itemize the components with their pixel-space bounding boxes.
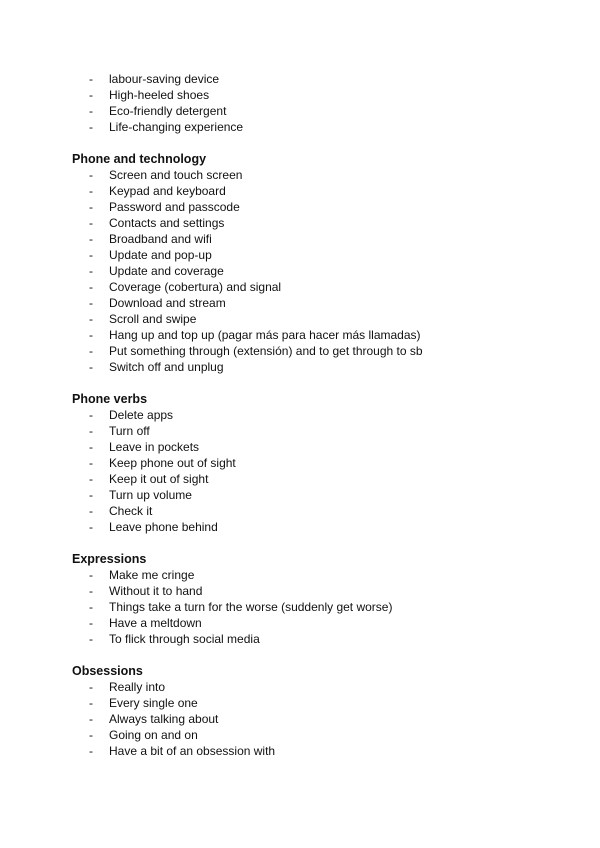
dash-bullet: - [89,744,93,758]
list-item-text: Turn off [109,424,150,438]
dash-bullet: - [89,568,93,582]
list-item [72,87,532,103]
dash-bullet: - [89,88,93,102]
list-item-text: Keep phone out of sight [109,456,236,470]
list-item [72,695,532,711]
section-heading: Phone verbs [72,392,148,406]
list-item-text: Broadband and wifi [109,232,212,246]
list-item [72,487,532,503]
dash-bullet: - [89,184,93,198]
list-item [72,103,532,119]
list-item [72,599,532,615]
expressions-section [72,551,532,647]
list-item [72,455,532,471]
list-item-text: Put something through (extensión) and to get through to sb [109,344,423,358]
expressions-list [72,567,532,647]
list-item [72,231,532,247]
list-item [72,71,532,87]
dash-bullet: - [89,600,93,614]
list-item-text: High-heeled shoes [109,88,210,102]
dash-bullet: - [89,216,93,230]
dash-bullet: - [89,72,93,86]
list-item-text: Password and passcode [109,200,240,214]
dash-bullet: - [89,472,93,486]
dash-bullet: - [89,200,93,214]
phone-verbs-list [72,407,532,535]
list-item [72,295,532,311]
list-item [72,711,532,727]
list-item-text: Have a meltdown [109,616,202,630]
document-content [72,71,532,775]
list-item-text: Every single one [109,696,198,710]
list-item [72,583,532,599]
dash-bullet: - [89,120,93,134]
list-item [72,679,532,695]
dash-bullet: - [89,344,93,358]
list-item-text: Leave phone behind [109,520,218,534]
dash-bullet: - [89,680,93,694]
list-item [72,567,532,583]
phone-technology-section [72,151,532,375]
list-item-text: Hang up and top up (pagar más para hacer más llamadas) [109,328,421,342]
list-item-text: Leave in pockets [109,440,200,454]
list-item [72,327,532,343]
list-item-text: Download and stream [109,296,226,310]
list-item-text: Update and coverage [109,264,224,278]
list-item [72,407,532,423]
list-item-text: Have a bit of an obsession with [109,744,276,758]
list-item-text: Check it [109,504,153,518]
list-item [72,743,532,759]
dash-bullet: - [89,248,93,262]
dash-bullet: - [89,504,93,518]
list-item [72,471,532,487]
list-item-text: Contacts and settings [109,216,225,230]
list-item-text: Coverage (cobertura) and signal [109,280,282,294]
section-heading: Phone and technology [72,152,207,166]
list-item [72,727,532,743]
list-item-text: To flick through social media [109,632,260,646]
list-item [72,183,532,199]
dash-bullet: - [89,264,93,278]
list-item-text: Make me cringe [109,568,195,582]
list-item [72,199,532,215]
dash-bullet: - [89,296,93,310]
list-item-text: Eco-friendly detergent [109,104,227,118]
dash-bullet: - [89,280,93,294]
list-item [72,423,532,439]
list-item-text: Without it to hand [109,584,203,598]
list-item [72,359,532,375]
obsessions-section [72,663,532,759]
list-item [72,119,532,135]
list-item [72,503,532,519]
list-item-text: Really into [109,680,166,694]
list-item-text: Always talking about [109,712,219,726]
list-item [72,439,532,455]
dash-bullet: - [89,232,93,246]
list-item-text: Life-changing experience [109,120,244,134]
list-item [72,247,532,263]
dash-bullet: - [89,584,93,598]
dash-bullet: - [89,328,93,342]
dash-bullet: - [89,312,93,326]
list-item-text: Switch off and unplug [109,360,224,374]
list-item [72,631,532,647]
dash-bullet: - [89,520,93,534]
list-item-text: Turn up volume [109,488,192,502]
list-item-text: Update and pop-up [109,248,212,262]
list-item-text: Keypad and keyboard [109,184,226,198]
dash-bullet: - [89,632,93,646]
list-item [72,263,532,279]
list-item [72,519,532,535]
dash-bullet: - [89,712,93,726]
dash-bullet: - [89,456,93,470]
list-item [72,167,532,183]
dash-bullet: - [89,616,93,630]
intro-list [72,71,532,135]
list-item [72,615,532,631]
list-item [72,215,532,231]
intro-section [72,71,532,135]
list-item [72,343,532,359]
list-item-text: Delete apps [109,408,174,422]
dash-bullet: - [89,440,93,454]
obsessions-list [72,679,532,759]
dash-bullet: - [89,360,93,374]
dash-bullet: - [89,168,93,182]
dash-bullet: - [89,424,93,438]
dash-bullet: - [89,488,93,502]
dash-bullet: - [89,728,93,742]
phone-technology-list [72,167,532,375]
list-item-text: Screen and touch screen [109,168,243,182]
list-item-text: labour-saving device [109,72,220,86]
dash-bullet: - [89,408,93,422]
dash-bullet: - [89,696,93,710]
list-item-text: Keep it out of sight [109,472,209,486]
list-item-text: Going on and on [109,728,198,742]
list-item-text: Scroll and swipe [109,312,197,326]
list-item-text: Things take a turn for the worse (suddenly get worse) [109,600,393,614]
phone-verbs-section [72,391,532,535]
section-heading: Obsessions [72,664,143,678]
list-item [72,311,532,327]
dash-bullet: - [89,104,93,118]
section-heading: Expressions [72,552,147,566]
list-item [72,279,532,295]
